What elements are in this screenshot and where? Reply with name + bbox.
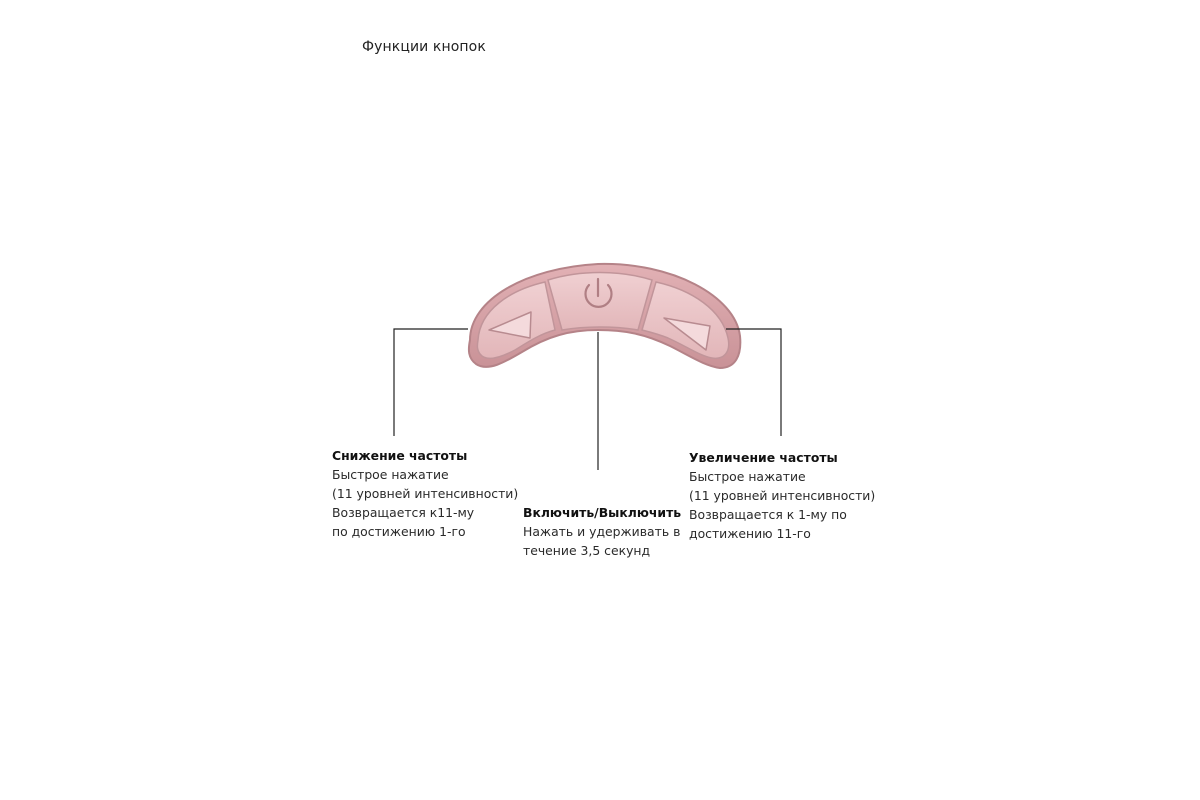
power-description bbox=[523, 503, 681, 560]
decrease-heading: Снижение частоты bbox=[332, 448, 468, 463]
leader-line-decrease bbox=[394, 329, 468, 436]
decrease-line-1: Быстрое нажатие bbox=[332, 467, 449, 482]
increase-line-2: (11 уровней интенсивности) bbox=[689, 488, 876, 503]
power-heading: Включить/Выключить bbox=[523, 505, 682, 520]
decrease-line-3: Возвращается к11-му bbox=[332, 505, 475, 520]
page-title: Функции кнопок bbox=[362, 39, 486, 55]
power-line-2: течение 3,5 секунд bbox=[523, 543, 651, 558]
increase-line-4: достижению 11-го bbox=[689, 526, 811, 541]
decrease-line-4: по достижению 1-го bbox=[332, 524, 466, 539]
increase-description bbox=[689, 448, 875, 543]
increase-line-3: Возвращается к 1-му по bbox=[689, 507, 847, 522]
decrease-description bbox=[332, 446, 518, 541]
power-line-1: Нажать и удерживать в bbox=[523, 524, 681, 539]
increase-button[interactable] bbox=[642, 282, 729, 358]
increase-line-1: Быстрое нажатие bbox=[689, 469, 806, 484]
increase-heading: Увеличение частоты bbox=[689, 450, 838, 465]
power-button[interactable] bbox=[548, 273, 652, 331]
decrease-line-2: (11 уровней интенсивности) bbox=[332, 486, 519, 501]
